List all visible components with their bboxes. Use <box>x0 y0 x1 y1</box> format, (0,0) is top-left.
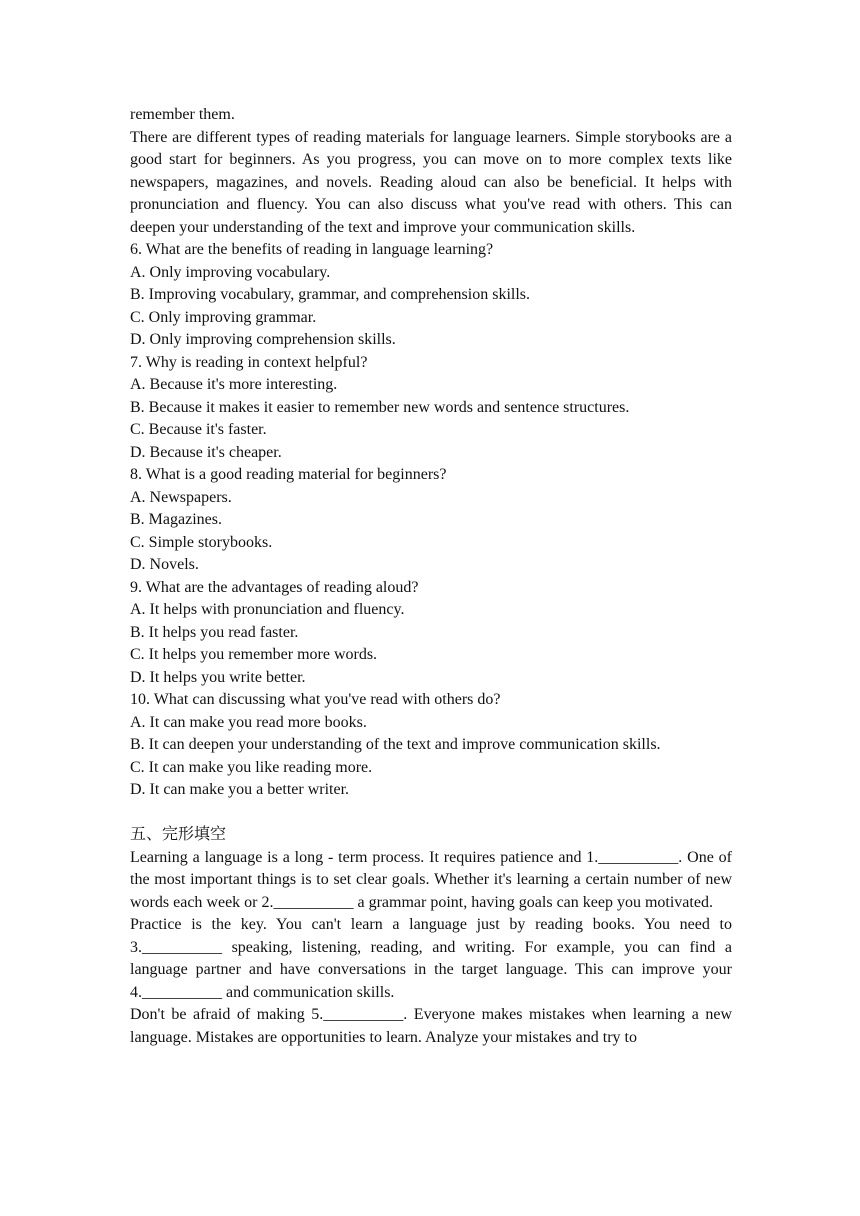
option-c: C. It can make you like reading more. <box>130 758 373 776</box>
continuation-text: remember them. <box>130 106 235 123</box>
option-b: B. It helps you read faster. <box>130 623 299 641</box>
question-stem: 7. Why is reading in context helpful? <box>130 353 368 371</box>
option-a: A. It can make you read more books. <box>130 713 367 731</box>
option-b: B. Magazines. <box>130 511 222 528</box>
question-10 <box>130 689 732 802</box>
option-c: C. Only improving grammar. <box>130 308 317 326</box>
question-stem: 9. What are the advantages of reading aloud? <box>130 578 419 596</box>
cloze-paragraph: Don't be afraid of making 5.__________. Everyone makes mistakes when learning a new language. Mistakes are opportunities to learn. Analyze your mistakes and try to <box>130 1006 732 1046</box>
cloze-paragraph: Learning a language is a long - term process. It requires patience and 1.__________. One of the most important things is to set clear goals. Whether it's learning a certain number of new words each week or 2.__________ a grammar point, having goals can keep you motivated. <box>130 848 732 911</box>
option-c: C. Simple storybooks. <box>130 533 273 551</box>
option-b: B. Because it makes it easier to remember new words and sentence structures. <box>130 398 630 416</box>
question-stem: 6. What are the benefits of reading in language learning? <box>130 241 494 258</box>
question-7 <box>130 352 732 465</box>
option-d: D. Because it's cheaper. <box>130 443 282 461</box>
option-c: C. It helps you remember more words. <box>130 646 378 663</box>
question-stem: 8. What is a good reading material for beginners? <box>130 466 447 483</box>
option-c: C. Because it's faster. <box>130 421 267 438</box>
option-a: A. Only improving vocabulary. <box>130 263 331 281</box>
question-stem: 10. What can discussing what you've read with others do? <box>130 691 501 708</box>
option-d: D. Novels. <box>130 556 199 573</box>
option-a: A. It helps with pronunciation and fluency. <box>130 601 405 618</box>
question-6 <box>130 239 732 352</box>
option-d: D. Only improving comprehension skills. <box>130 331 396 348</box>
option-d: D. It helps you write better. <box>130 668 306 686</box>
option-a: A. Newspapers. <box>130 488 232 506</box>
option-b: B. Improving vocabulary, grammar, and comprehension skills. <box>130 286 531 303</box>
cloze-paragraph: Practice is the key. You can't learn a language just by reading books. You need to 3.__________ speaking, listening, reading, and writing. For example, you can find a language partner and have conversations in the target language. This can improve your 4.__________ and communication skills. <box>130 916 732 1001</box>
option-b: B. It can deepen your understanding of the text and improve communication skills. <box>130 736 661 753</box>
passage-paragraph: There are different types of reading materials for language learners. Simple storybooks are a good start for beginners. As you progress, you can move on to more complex texts like newspapers, magazines, and novels. Reading aloud can also be beneficial. It helps with pronunciation and fluency. You can also discuss what you've read with others. This can deepen your understanding of the text and improve your communication skills. <box>130 128 732 236</box>
cloze-section-heading: 五、完形填空 <box>130 826 227 843</box>
option-a: A. Because it's more interesting. <box>130 376 338 393</box>
option-d: D. It can make you a better writer. <box>130 781 350 798</box>
question-9 <box>130 577 732 690</box>
question-8 <box>130 464 732 577</box>
document-page <box>130 104 732 1049</box>
